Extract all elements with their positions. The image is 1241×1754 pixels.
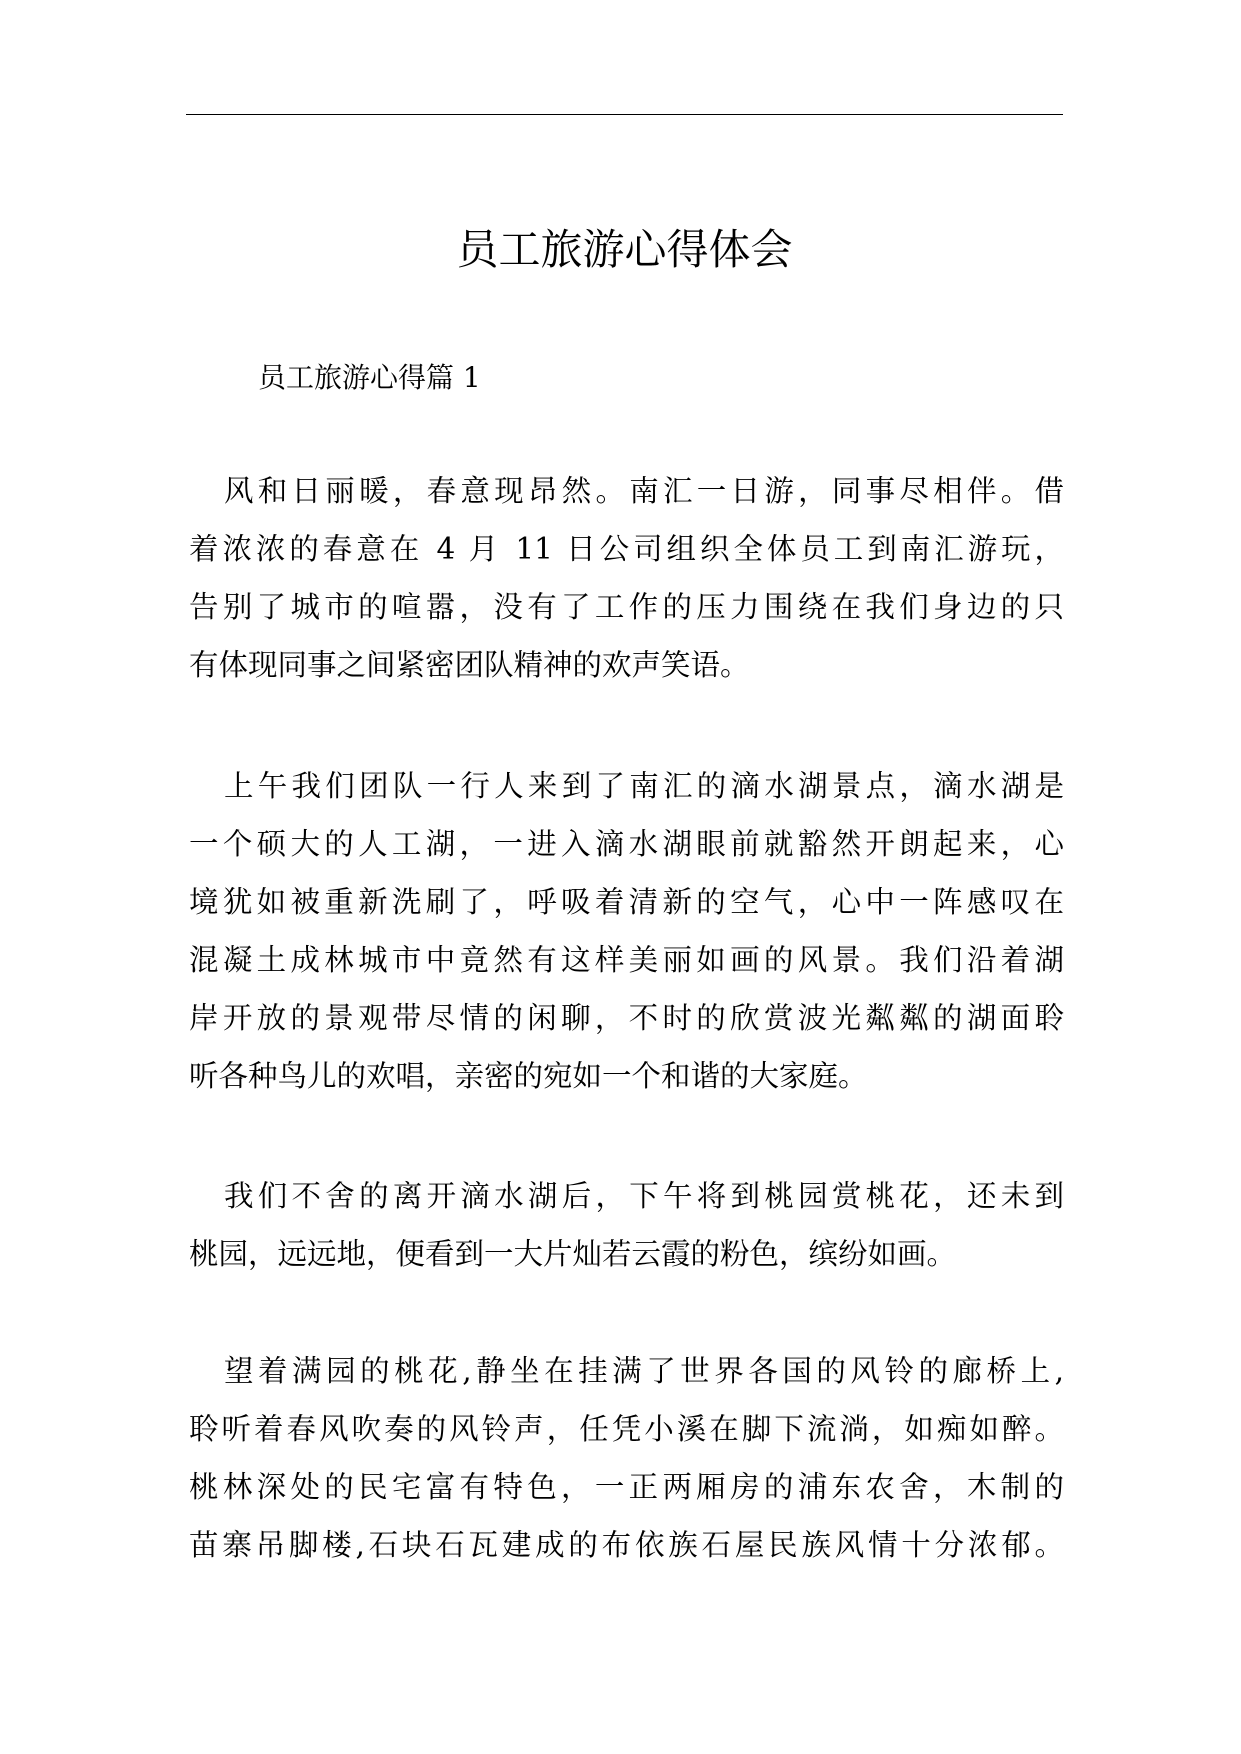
paragraph-line: 桃林深处的民宅富有特色，一正两厢房的浦东农舍，木制的: [189, 1470, 1064, 1504]
paragraph-line: 苗寨吊脚楼,石块石瓦建成的布依族石屋民族风情十分浓郁。: [189, 1528, 1064, 1562]
paragraph-4: [189, 1342, 1064, 1574]
paragraph-line: 境犹如被重新洗刷了，呼吸着清新的空气，心中一阵感叹在: [189, 885, 1064, 919]
paragraph-2: [189, 757, 1064, 1105]
paragraph-line: 混凝土成林城市中竟然有这样美丽如画的风景。我们沿着湖: [189, 943, 1064, 977]
paragraph-line: 我们不舍的离开滴水湖后，下午将到桃园赏桃花，还未到: [224, 1179, 1064, 1213]
paragraph-line: 聆听着春风吹奏的风铃声，任凭小溪在脚下流淌，如痴如醉。: [189, 1412, 1064, 1446]
paragraph-line: 一个硕大的人工湖，一进入滴水湖眼前就豁然开朗起来，心: [189, 827, 1064, 861]
paragraph-1: [189, 462, 1064, 694]
paragraph-line: 桃园，远远地，便看到一大片灿若云霞的粉色，缤纷如画。: [189, 1237, 957, 1271]
document-title: 员工旅游心得体会: [456, 225, 793, 274]
paragraph-line: 听各种鸟儿的欢唱，亲密的宛如一个和谐的大家庭。: [189, 1059, 868, 1093]
paragraph-3: [189, 1167, 1064, 1283]
paragraph-line: 告别了城市的喧嚣，没有了工作的压力围绕在我们身边的只: [189, 590, 1064, 624]
paragraph-line: 上午我们团队一行人来到了南汇的滴水湖景点，滴水湖是: [224, 769, 1064, 803]
paragraph-line: 风和日丽暖，春意现昂然。南汇一日游，同事尽相伴。借: [224, 474, 1064, 508]
paragraph-line: 着浓浓的春意在 4 月 11 日公司组织全体员工到南汇游玩，: [189, 532, 1064, 566]
paragraph-line: 有体现同事之间紧密团队精神的欢声笑语。: [189, 648, 750, 682]
section-heading: 员工旅游心得篇 1: [258, 361, 481, 394]
paragraph-line: 岸开放的景观带尽情的闲聊，不时的欣赏波光粼粼的湖面聆: [189, 1001, 1064, 1035]
header-rule: [186, 114, 1063, 115]
paragraph-line: 望着满园的桃花,静坐在挂满了世界各国的风铃的廊桥上,: [224, 1354, 1064, 1388]
